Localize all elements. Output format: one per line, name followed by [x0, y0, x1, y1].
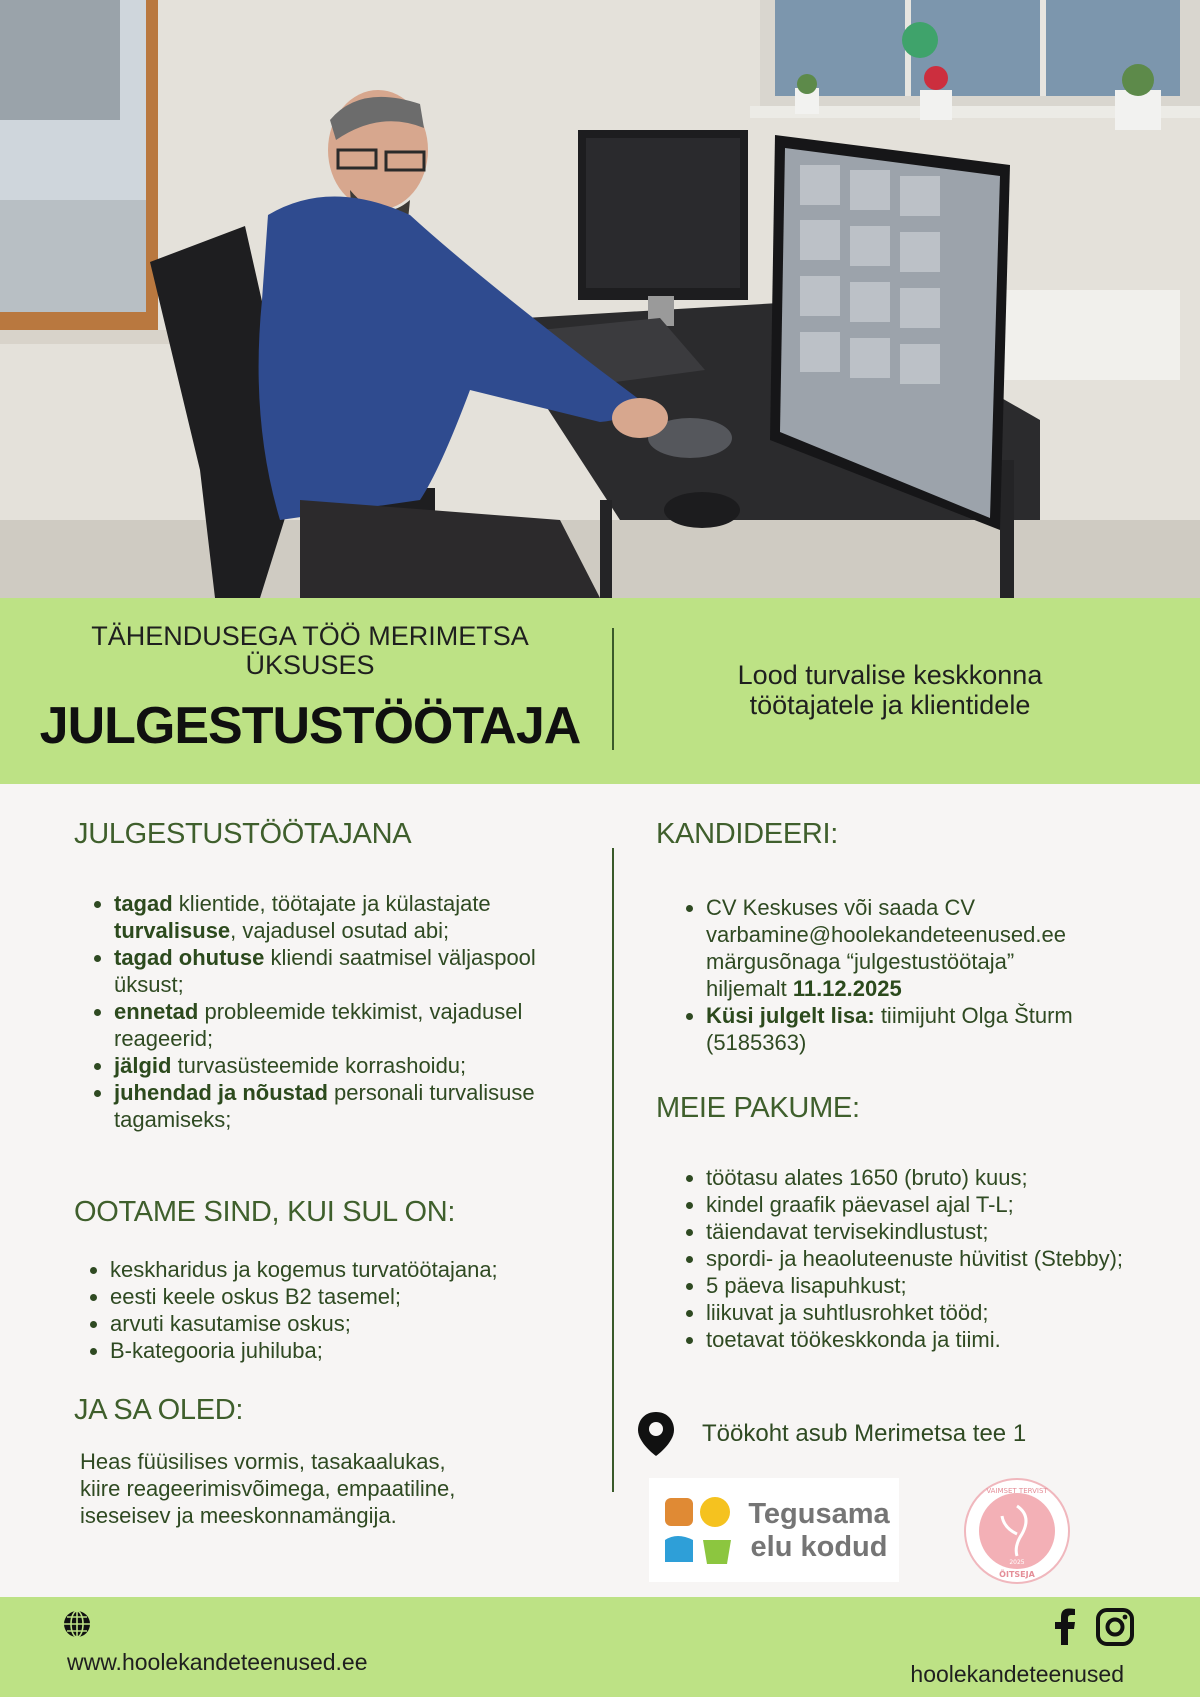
facebook-icon[interactable] [1055, 1609, 1075, 1646]
offer-list [668, 1164, 1176, 1353]
qualities-heading: JA SA OLED: [74, 1394, 244, 1426]
apply-list [668, 894, 1176, 1056]
badge-bottom-text: ÕITSEJA [999, 1570, 1035, 1579]
apply-email-link[interactable]: varbamine@hoolekandeteenused.ee [706, 922, 1066, 947]
list-item [706, 894, 1176, 1002]
page-title: JULGESTUSTÖÖTAJA [39, 697, 581, 755]
apply-line: märgusõnaga “julgestustöötaja” [706, 949, 1015, 974]
social-icon-group [1050, 1607, 1140, 1647]
list-item: • 5 päeva lisapuhkust; [706, 1272, 1176, 1299]
header-subtitle-line1: TÄHENDUSEGA TÖÖ MERIMETSA [91, 621, 529, 651]
social-handle[interactable]: hoolekandeteenused [910, 1661, 1124, 1687]
header-tagline [660, 660, 1120, 720]
tegusama-logo [649, 1478, 899, 1582]
duty-bold: jälgid [114, 1053, 172, 1078]
apply-deadline: 11.12.2025 [792, 976, 902, 1001]
duty-text: personali turvalisuse tagamiseks; [114, 1080, 535, 1132]
list-item: • B-kategooria juhiluba; [110, 1337, 610, 1364]
header-subtitle [60, 622, 560, 680]
header-banner [0, 598, 1200, 784]
requirements-heading: OOTAME SIND, KUI SUL ON: [74, 1196, 456, 1228]
duty-text: kliendi saatmisel väljaspool üksust; [114, 945, 536, 997]
duties-list [76, 890, 594, 1133]
list-item [706, 1002, 1176, 1056]
website-link[interactable]: www.hoolekandeteenused.ee [67, 1649, 368, 1675]
social-icons [1050, 1607, 1140, 1652]
mental-health-badge [962, 1476, 1072, 1586]
list-item: • täiendavat tervisekindlustust; [706, 1218, 1176, 1245]
list-item: • keskharidus ja kogemus turvatöötajana; [110, 1256, 610, 1283]
header-subtitle-line2: ÜKSUSES [245, 650, 375, 680]
location-text: Töökoht asub Merimetsa tee 1 [702, 1420, 1027, 1447]
apply-line [706, 975, 1176, 1002]
duty-text: , vajadusel osutad abi; [230, 918, 450, 943]
work-location [636, 1410, 1176, 1458]
list-item [114, 1052, 594, 1079]
qualities-line: Heas füüsilises vormis, tasakaalukas, [80, 1449, 446, 1474]
list-item: • liikuvat ja suhtlusrohket tööd; [706, 1299, 1176, 1326]
tegusama-logo-mark [657, 1478, 741, 1582]
duty-bold: ennetad [114, 999, 199, 1024]
column-divider [612, 848, 614, 1492]
duty-text: klientide, töötajate ja külastajate [172, 891, 491, 916]
list-item: • spordi- ja heaoluteenuste hüvitist (Stebby); [706, 1245, 1176, 1272]
apply-contact-text: tiimijuht Olga Šturm (5185363) [706, 1003, 1073, 1055]
header-tagline-line2: töötajatele ja klientidele [749, 690, 1031, 720]
list-item: • eesti keele oskus B2 tasemel; [110, 1283, 610, 1310]
badge-year-text: 2025 [1009, 1559, 1025, 1566]
list-item: • töötasu alates 1650 (bruto) kuus; [706, 1164, 1176, 1191]
apply-heading: KANDIDEERI: [656, 818, 839, 850]
duty-text: turvasüsteemide korrashoidu; [171, 1053, 467, 1078]
duty-bold: tagad [114, 891, 173, 916]
duty-bold: juhendad ja nõustad [114, 1080, 328, 1105]
tegusama-line2: elu kodud [750, 1531, 888, 1563]
list-item: • kindel graafik päevasel ajal T-L; [706, 1191, 1176, 1218]
qualities-line: iseseisev ja meeskonnamängija. [80, 1503, 397, 1528]
tegusama-line1: Tegusama [748, 1498, 890, 1530]
requirements-list [72, 1256, 610, 1364]
list-item [114, 1079, 594, 1133]
map-pin-icon [636, 1410, 676, 1458]
duties-heading: JULGESTUSTÖÖTAJANA [74, 818, 412, 850]
header-tagline-line1: Lood turvalise keskkonna [737, 660, 1043, 690]
qualities-line: kiire reageerimisvõimega, empaatiline, [80, 1476, 456, 1501]
footer [0, 1597, 1200, 1697]
apply-deadline-prefix: hiljemalt [706, 976, 793, 1001]
list-item [114, 944, 594, 998]
globe-icon [62, 1609, 92, 1639]
photo-illustration [0, 0, 1200, 598]
list-item [114, 998, 594, 1052]
duty-bold: turvalisuse [114, 918, 231, 943]
header-divider [612, 628, 614, 750]
list-item [114, 890, 594, 944]
duty-text: probleemide tekkimist, vajadusel reageerid; [114, 999, 523, 1051]
badge-top-text: VAIMSET TERVIST [986, 1487, 1048, 1495]
instagram-icon[interactable] [1098, 1610, 1132, 1644]
list-item: • toetavat töökeskkonda ja tiimi. [706, 1326, 1176, 1353]
qualities-text [80, 1448, 580, 1529]
apply-contact-bold: Küsi julgelt lisa: [706, 1003, 875, 1028]
offer-heading: MEIE PAKUME: [656, 1092, 860, 1124]
hero-photo [0, 0, 1200, 598]
list-item: • arvuti kasutamise oskus; [110, 1310, 610, 1337]
apply-line: • CV Keskuses või saada CV [706, 895, 976, 920]
tegusama-logo-text [739, 1498, 899, 1564]
duty-bold: tagad ohutuse [114, 945, 265, 970]
